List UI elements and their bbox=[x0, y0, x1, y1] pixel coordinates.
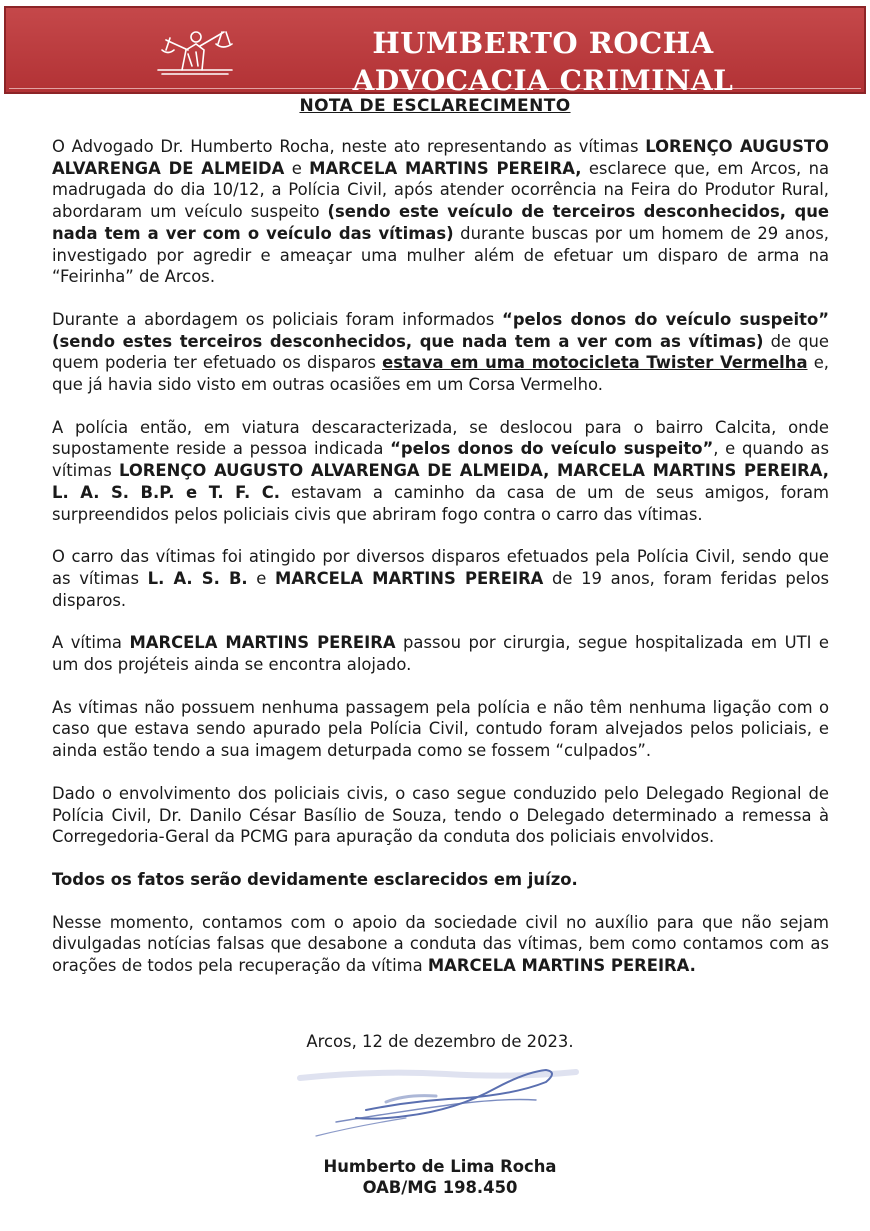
date-line: Arcos, 12 de dezembro de 2023. bbox=[306, 1032, 574, 1051]
text-run: esclarece que, em Arcos, na madrugada do dia 10/12, a Polícia Civil, após atender ocorrência na Feira do Produtor Rural, abordaram um veículo suspeito bbox=[52, 158, 830, 222]
scales-of-justice-icon bbox=[152, 20, 238, 78]
text-run: Dado o envolvimento dos policiais civis, o caso segue conduzido pelo Delegado Regional de Polícia Civil, Dr. Danilo César Basílio de Souza, tendo o Delegado determinado a remessa à Corregedoria-Geral da PCMG para apuração da conduta dos policiais envolvidos. bbox=[52, 783, 829, 847]
bold-text: LORENÇO AUGUSTO ALVARENGA DE ALMEIDA, MARCELA MARTINS PEREIRA, L. A. S. B.P. e T. F. C. bbox=[52, 461, 830, 502]
bold-text: estava em uma motocicleta Twister Vermelha bbox=[382, 353, 808, 373]
bold-text: Todos os fatos serão devidamente esclarecidos em juízo. bbox=[52, 869, 578, 889]
bold-text: MARCELA MARTINS PEREIRA bbox=[275, 568, 544, 588]
bold-text: “pelos donos do veículo suspeito” (sendo estes terceiros desconhecidos, que nada tem a ver com as vítimas) bbox=[52, 309, 829, 351]
text-run: e, que já havia sido visto em outras ocasiões em um Corsa Vermelho. bbox=[52, 353, 829, 395]
text-run: durante buscas por um homem de 29 anos, investigado por agredir e ameaçar uma mulher além de efetuar um disparo de arma na “Feirinha” de Arcos. bbox=[52, 223, 829, 287]
paragraph bbox=[52, 697, 829, 762]
paragraph bbox=[52, 912, 829, 977]
bold-text: L. A. S. B. bbox=[147, 568, 248, 588]
text-run: O Advogado Dr. Humberto Rocha, neste ato representando as vítimas bbox=[52, 137, 646, 156]
bold-text: MARCELA MARTINS PEREIRA bbox=[129, 633, 396, 653]
letterhead-banner bbox=[4, 6, 866, 97]
paragraph bbox=[52, 783, 829, 848]
signer-registration: OAB/MG 198.450 bbox=[362, 1178, 518, 1197]
signer-name: Humberto de Lima Rocha bbox=[323, 1157, 557, 1176]
text-run: , e quando as vítimas bbox=[52, 439, 829, 481]
text-run: estavam a caminho da casa de um de seus amigos, foram surpreendidos pelos policiais civis que abriram fogo contra o carro das vítimas. bbox=[52, 482, 829, 524]
signer-block bbox=[0, 1156, 870, 1198]
text-run: As vítimas não possuem nenhuma passagem pela polícia e não têm nenhuma ligação com o caso que estava sendo apurado pela Polícia Civil, contudo foram alvejados pelos policiais, e ainda estão tendo a sua imagem deturpada como se fossem “culpados”. bbox=[52, 697, 829, 761]
text-run: e bbox=[247, 568, 276, 588]
firm-subtitle: ADVOCACIA CRIMINAL bbox=[352, 64, 734, 97]
handwritten-signature-icon bbox=[296, 1064, 586, 1142]
text-run: O carro das vítimas foi atingido por diversos disparos efetuados pela Polícia Civil, sendo que as vítimas bbox=[52, 547, 829, 588]
bold-text: “pelos donos do veículo suspeito” bbox=[390, 439, 714, 459]
text-run: passou por cirurgia, segue hospitalizada em UTI e um dos projéteis ainda se encontra alojado. bbox=[52, 633, 829, 675]
text-run: Nesse momento, contamos com o apoio da sociedade civil no auxílio para que não sejam divulgadas notícias falsas que desabone a conduta das vítimas, bem como contamos com as orações de todos pela recuperação da vítima bbox=[52, 912, 829, 976]
paragraph bbox=[52, 546, 829, 611]
text-run: de 19 anos, foram feridas pelos disparos. bbox=[52, 568, 830, 610]
bold-text: (sendo este veículo de terceiros desconhecidos, que nada tem a ver com o veículo das vítimas) bbox=[52, 202, 829, 243]
paragraph bbox=[52, 417, 829, 526]
text-run: de que quem poderia ter efetuado os disparos bbox=[52, 331, 829, 373]
bold-text: LORENÇO AUGUSTO ALVARENGA DE ALMEIDA bbox=[52, 137, 829, 178]
paragraph bbox=[52, 869, 829, 891]
document-body bbox=[52, 136, 829, 998]
text-run: A vítima bbox=[52, 633, 130, 653]
paragraph bbox=[52, 309, 829, 396]
document-title: NOTA DE ESCLARECIMENTO bbox=[299, 96, 571, 116]
bold-text: MARCELA MARTINS PEREIRA, bbox=[309, 158, 582, 178]
paragraph bbox=[52, 632, 829, 675]
firm-name: HUMBERTO ROCHA bbox=[372, 26, 714, 60]
text-run: A polícia então, em viatura descaracterizada, se deslocou para o bairro Calcita, onde supostamente reside a pessoa indicada bbox=[52, 417, 829, 459]
text-run: Durante a abordagem os policiais foram informados bbox=[52, 309, 503, 329]
bold-text: MARCELA MARTINS PEREIRA. bbox=[427, 956, 696, 976]
text-run: e bbox=[284, 158, 310, 178]
paragraph bbox=[52, 136, 829, 288]
